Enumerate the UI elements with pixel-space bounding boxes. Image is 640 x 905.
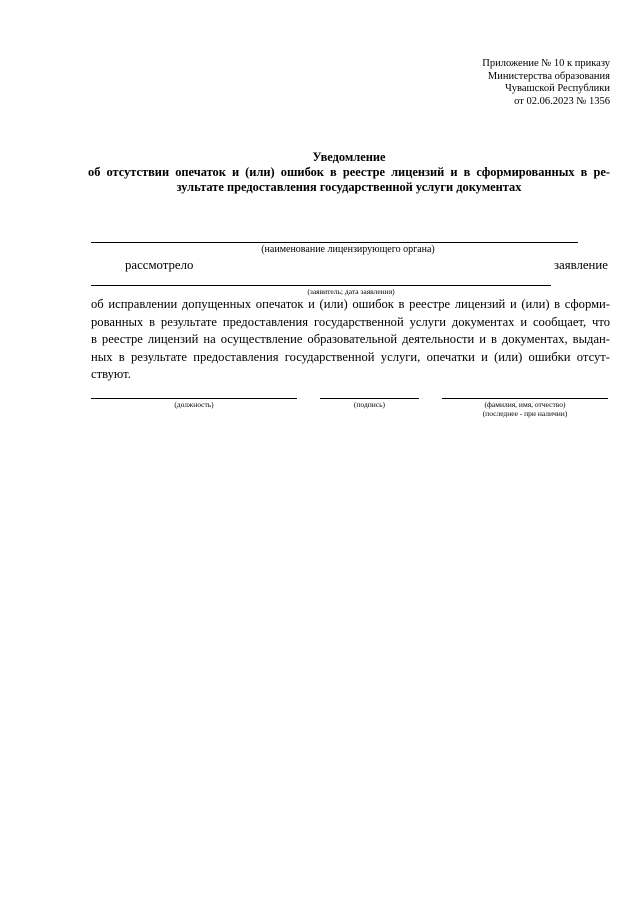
name-caption-note: (последнее - при наличии) [482,409,568,418]
appendix-line: Министерства образования [487,70,610,82]
notice-body [91,296,610,384]
title-subheading-line: об отсутствии опечаток и (или) ошибок в реестре лицензий и в сформированных в ре- [88,165,610,179]
authority-caption: (наименование лицензирующего органа) [261,244,435,255]
appendix-line: Чувашской Республики [504,83,610,94]
applicant-blank-line [91,285,551,286]
position-blank-line [91,398,297,399]
application-word: заявление [554,258,608,272]
body-line: ных в результате предоставления государственной услуги, опечатки и (или) ошибки отсут- [91,349,610,364]
appendix-reference [420,58,610,108]
applicant-caption: (заявитель; дата заявления) [307,287,395,296]
position-caption: (должность) [174,400,214,409]
name-blank-line [442,398,608,399]
appendix-line: от 02.06.2023 № 1356 [514,95,610,107]
body-line: об исправлении допущенных опечаток и (или) ошибок в реестре лицензий и (или) в сформи- [91,297,610,311]
authority-blank-line [91,242,578,243]
reviewed-word: рассмотрело [125,258,194,272]
signature-blank-line [320,398,419,399]
body-line: рованных в результате предоставления государственной услуги документах и сообщает, что [91,314,610,329]
body-line: в реестре лицензий на осуществление образовательной деятельности и в документах, выдан- [91,332,610,347]
appendix-line: Приложение № 10 к приказу [482,58,610,69]
document-title [88,150,610,195]
title-heading: Уведомление [312,150,386,164]
name-caption: (фамилия, имя, отчество) [484,400,566,409]
title-subheading-line: зультате предоставления государственной услуги документах [176,180,522,194]
signature-caption: (подпись) [353,400,386,409]
body-line: ствуют. [91,367,131,382]
